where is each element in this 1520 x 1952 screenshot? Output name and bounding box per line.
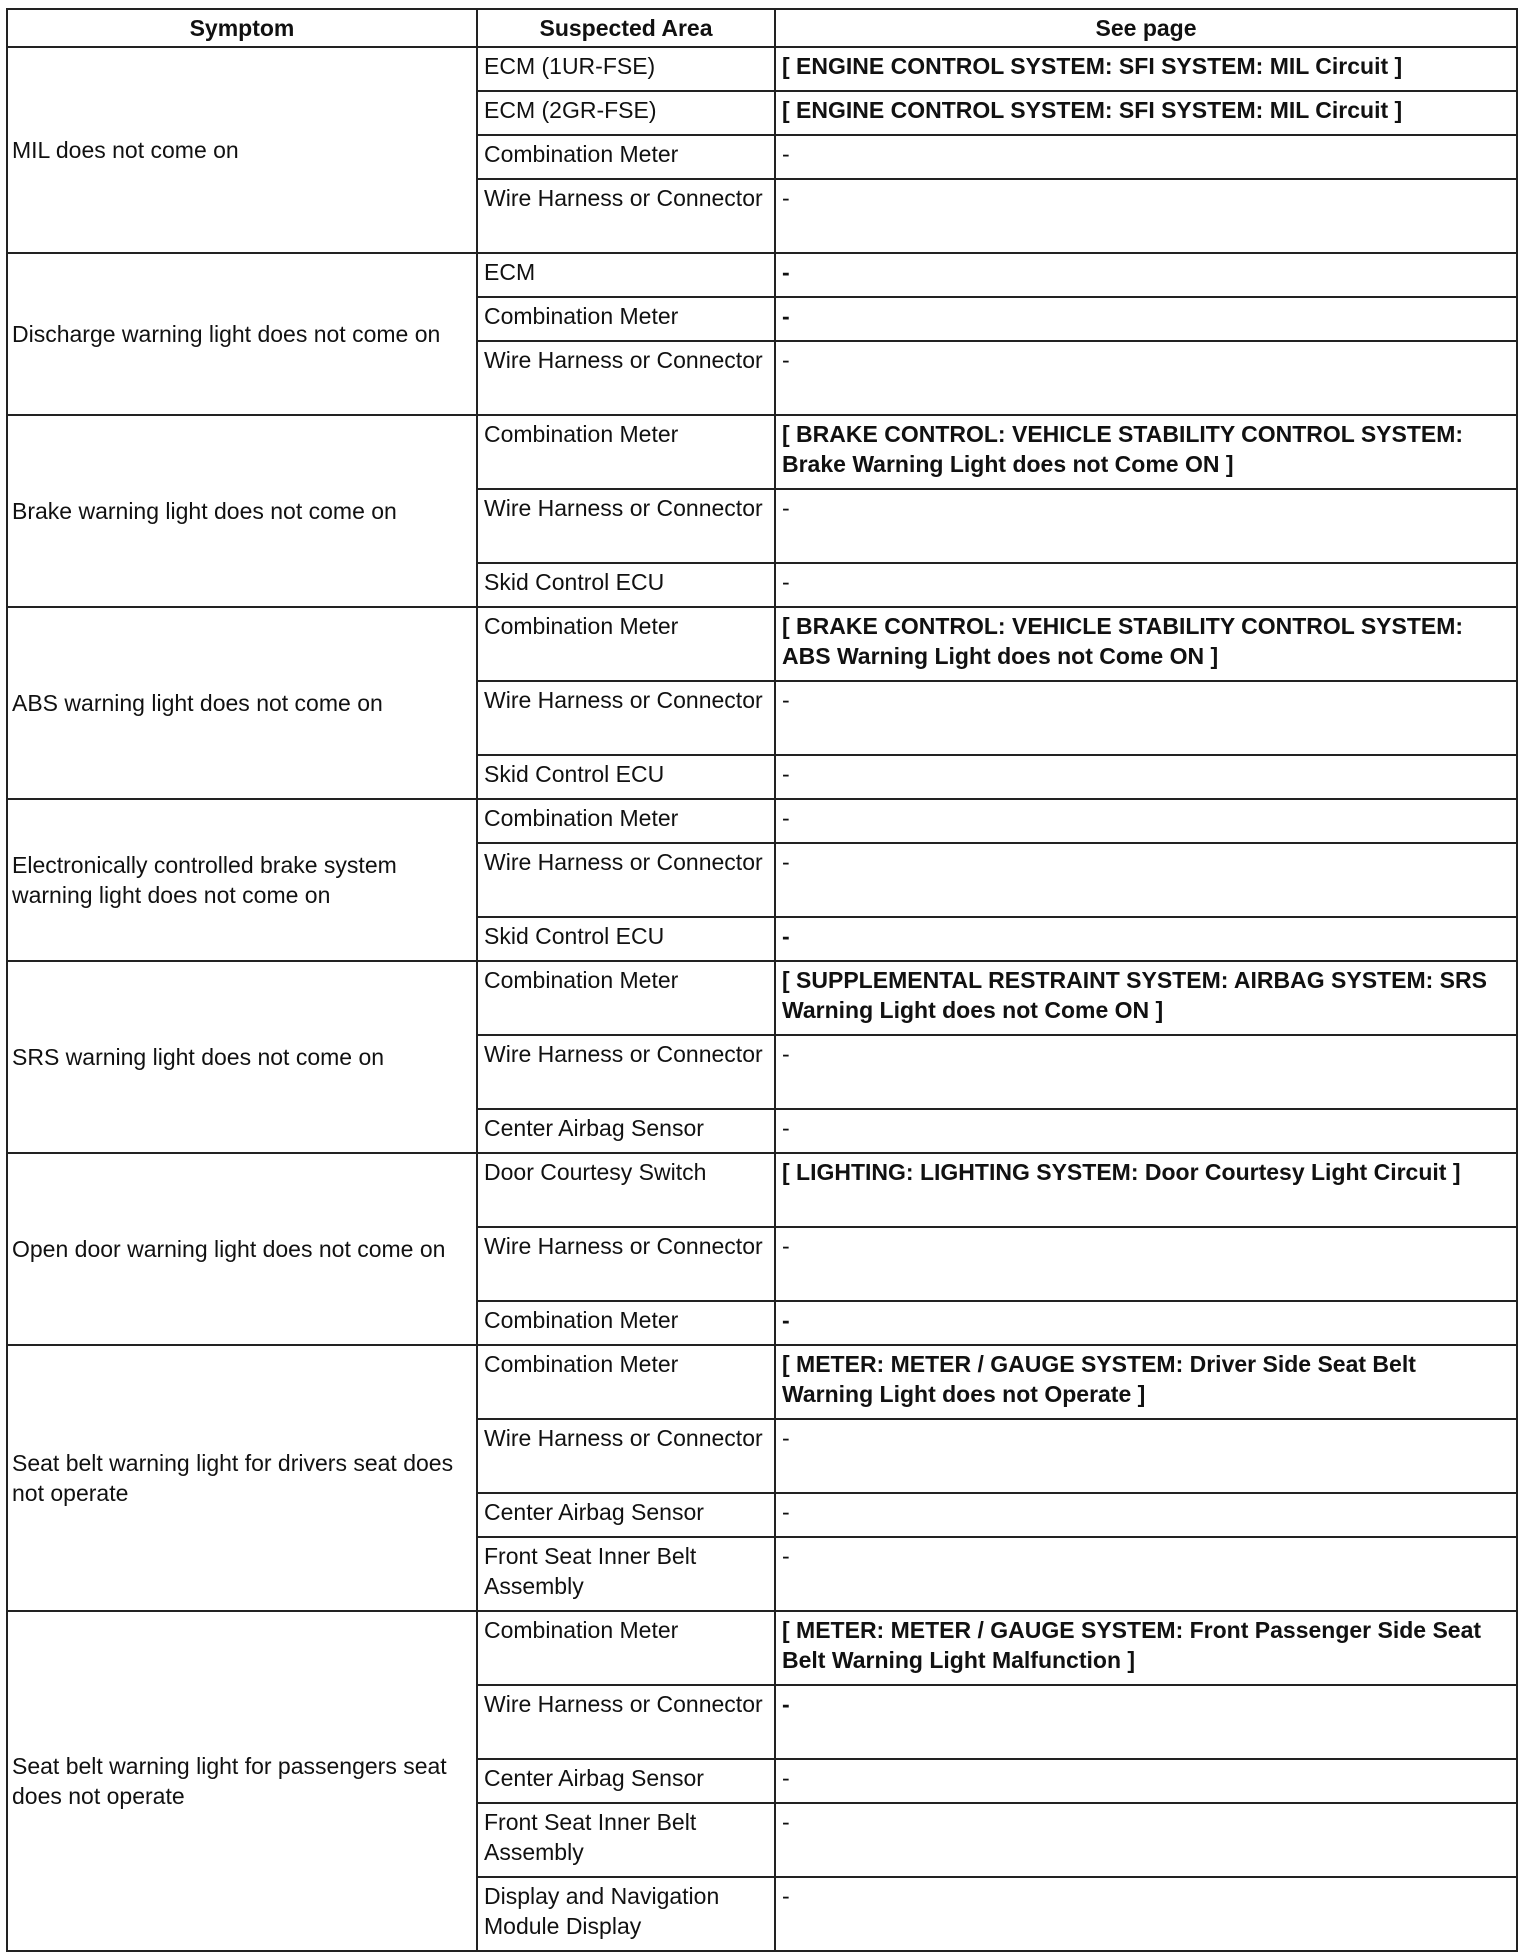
symptom-cell: ABS warning light does not come on [7, 607, 477, 799]
table-row [7, 47, 1517, 91]
suspected-area-cell: Combination Meter [477, 1301, 775, 1345]
problem-symptoms-table-container [6, 8, 1516, 1952]
see-page-link[interactable]: [ ENGINE CONTROL SYSTEM: SFI SYSTEM: MIL Circuit ] [775, 47, 1517, 91]
suspected-area-cell: Combination Meter [477, 415, 775, 489]
see-page-link[interactable]: [ ENGINE CONTROL SYSTEM: SFI SYSTEM: MIL Circuit ] [775, 91, 1517, 135]
see-page-cell: - [775, 843, 1517, 917]
symptom-cell: SRS warning light does not come on [7, 961, 477, 1153]
suspected-area-cell: Combination Meter [477, 297, 775, 341]
see-page-cell: - [775, 489, 1517, 563]
table-row [7, 415, 1517, 489]
table-row [7, 1611, 1517, 1685]
symptom-cell: MIL does not come on [7, 47, 477, 253]
header-symptom: Symptom [7, 9, 477, 47]
see-page-cell: - [775, 341, 1517, 415]
see-page-cell: - [775, 1035, 1517, 1109]
suspected-area-cell: Combination Meter [477, 607, 775, 681]
see-page-link[interactable]: [ BRAKE CONTROL: VEHICLE STABILITY CONTROL SYSTEM: Brake Warning Light does not Come ON ] [775, 415, 1517, 489]
see-page-link[interactable]: [ SUPPLEMENTAL RESTRAINT SYSTEM: AIRBAG SYSTEM: SRS Warning Light does not Come ON ] [775, 961, 1517, 1035]
suspected-area-cell: Combination Meter [477, 1611, 775, 1685]
suspected-area-cell: Wire Harness or Connector [477, 843, 775, 917]
see-page-cell: - [775, 1109, 1517, 1153]
see-page-cell: - [775, 755, 1517, 799]
suspected-area-cell: Center Airbag Sensor [477, 1493, 775, 1537]
suspected-area-cell: Combination Meter [477, 961, 775, 1035]
see-page-link[interactable]: [ LIGHTING: LIGHTING SYSTEM: Door Courtesy Light Circuit ] [775, 1153, 1517, 1227]
table-row [7, 961, 1517, 1035]
see-page-cell: - [775, 1685, 1517, 1759]
see-page-link[interactable]: [ METER: METER / GAUGE SYSTEM: Front Passenger Side Seat Belt Warning Light Malfunction ] [775, 1611, 1517, 1685]
suspected-area-cell: Wire Harness or Connector [477, 341, 775, 415]
symptom-cell: Discharge warning light does not come on [7, 253, 477, 415]
suspected-area-cell: Combination Meter [477, 135, 775, 179]
table-row [7, 607, 1517, 681]
see-page-cell: - [775, 1301, 1517, 1345]
see-page-cell: - [775, 1803, 1517, 1877]
symptom-cell: Seat belt warning light for passengers seat does not operate [7, 1611, 477, 1951]
suspected-area-cell: Wire Harness or Connector [477, 1035, 775, 1109]
suspected-area-cell: ECM [477, 253, 775, 297]
suspected-area-cell: Wire Harness or Connector [477, 179, 775, 253]
suspected-area-cell: Skid Control ECU [477, 917, 775, 961]
see-page-cell: - [775, 681, 1517, 755]
suspected-area-cell: Door Courtesy Switch [477, 1153, 775, 1227]
table-row [7, 1153, 1517, 1227]
see-page-link[interactable]: [ BRAKE CONTROL: VEHICLE STABILITY CONTROL SYSTEM: ABS Warning Light does not Come ON ] [775, 607, 1517, 681]
table-row [7, 253, 1517, 297]
see-page-cell: - [775, 179, 1517, 253]
suspected-area-cell: Center Airbag Sensor [477, 1759, 775, 1803]
see-page-cell: - [775, 1227, 1517, 1301]
header-see-page: See page [775, 9, 1517, 47]
suspected-area-cell: Center Airbag Sensor [477, 1109, 775, 1153]
see-page-cell: - [775, 1493, 1517, 1537]
symptom-cell: Brake warning light does not come on [7, 415, 477, 607]
see-page-cell: - [775, 917, 1517, 961]
table-row [7, 799, 1517, 843]
see-page-link[interactable]: [ METER: METER / GAUGE SYSTEM: Driver Side Seat Belt Warning Light does not Operate ] [775, 1345, 1517, 1419]
see-page-cell: - [775, 1877, 1517, 1951]
suspected-area-cell: Skid Control ECU [477, 755, 775, 799]
see-page-cell: - [775, 135, 1517, 179]
symptom-cell: Open door warning light does not come on [7, 1153, 477, 1345]
suspected-area-cell: Combination Meter [477, 799, 775, 843]
see-page-cell: - [775, 1537, 1517, 1611]
problem-symptoms-table [6, 8, 1518, 1952]
suspected-area-cell: Skid Control ECU [477, 563, 775, 607]
see-page-cell: - [775, 799, 1517, 843]
see-page-cell: - [775, 1419, 1517, 1493]
symptom-cell: Seat belt warning light for drivers seat does not operate [7, 1345, 477, 1611]
suspected-area-cell: Front Seat Inner Belt Assembly [477, 1803, 775, 1877]
suspected-area-cell: Combination Meter [477, 1345, 775, 1419]
see-page-cell: - [775, 253, 1517, 297]
see-page-cell: - [775, 297, 1517, 341]
suspected-area-cell: ECM (2GR-FSE) [477, 91, 775, 135]
see-page-cell: - [775, 1759, 1517, 1803]
suspected-area-cell: Display and Navigation Module Display [477, 1877, 775, 1951]
suspected-area-cell: ECM (1UR-FSE) [477, 47, 775, 91]
symptom-cell: Electronically controlled brake system warning light does not come on [7, 799, 477, 961]
suspected-area-cell: Wire Harness or Connector [477, 1227, 775, 1301]
see-page-cell: - [775, 563, 1517, 607]
suspected-area-cell: Wire Harness or Connector [477, 1419, 775, 1493]
header-suspected-area: Suspected Area [477, 9, 775, 47]
suspected-area-cell: Wire Harness or Connector [477, 681, 775, 755]
suspected-area-cell: Wire Harness or Connector [477, 489, 775, 563]
header-row [7, 9, 1517, 47]
suspected-area-cell: Wire Harness or Connector [477, 1685, 775, 1759]
suspected-area-cell: Front Seat Inner Belt Assembly [477, 1537, 775, 1611]
table-row [7, 1345, 1517, 1419]
